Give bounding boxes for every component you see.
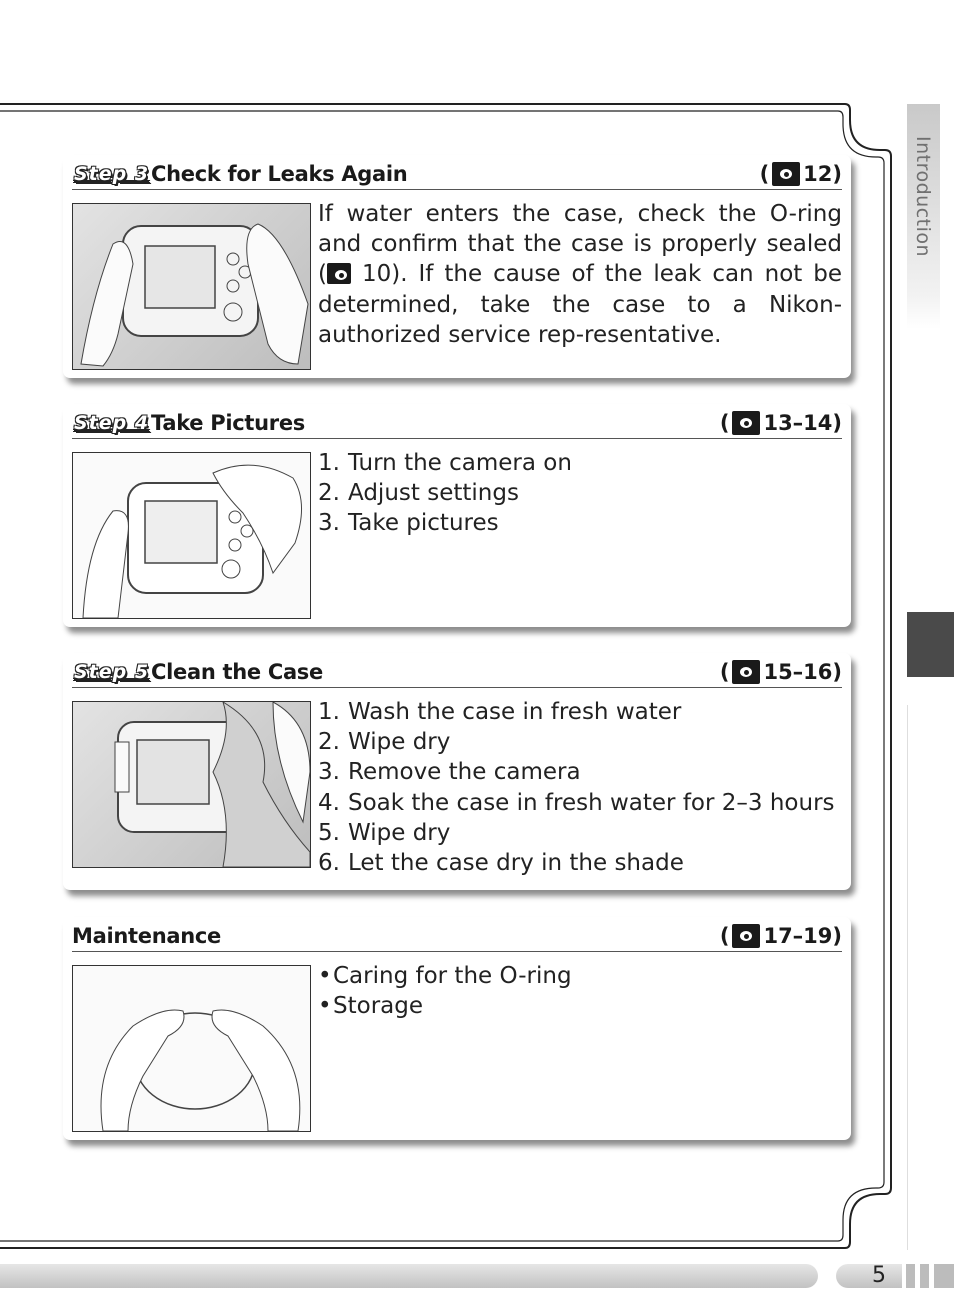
item-number: 4. [318, 789, 340, 816]
paragraph-text-rest: If the cause of the leak can not be determined, take the case to a Nikon-authorized service rep-resentative. [318, 261, 843, 348]
illustration-clean-case [72, 701, 311, 868]
item-text: Let the case dry in the shade [348, 850, 684, 877]
eye-reference-icon [732, 660, 760, 684]
ref-page: 15–16) [763, 660, 842, 684]
item-text: Remove the camera [348, 759, 581, 786]
ref-paren: ( [719, 411, 730, 435]
item-text: Storage [333, 993, 423, 1020]
list-item [318, 727, 842, 757]
item-text: Take pictures [348, 510, 499, 537]
ref-paren: ( [719, 660, 730, 684]
item-number: 1. [318, 450, 340, 476]
item-number: 5. [318, 819, 340, 846]
footer-stripe [934, 1264, 954, 1288]
list-item [318, 478, 842, 508]
step-label: Step 4 [74, 412, 150, 434]
inline-page-reference[interactable]: 10). [361, 261, 408, 288]
bullet: • [318, 993, 332, 1020]
section-header [72, 159, 842, 190]
illustration-o-ring [72, 965, 311, 1132]
section-maintenance [63, 917, 851, 1140]
item-text: Wash the case in fresh water [348, 699, 682, 725]
item-number: 6. [318, 850, 340, 877]
step-label: Step 5 [74, 661, 150, 683]
ref-page: 13–14) [763, 411, 842, 435]
section-title: Take Pictures [151, 411, 305, 435]
list-item [318, 961, 842, 991]
illustration-leak-check [72, 203, 311, 370]
section-body [318, 697, 842, 878]
list-item [318, 757, 842, 787]
step-label: Step 3 [74, 163, 150, 185]
footer-stripe [920, 1264, 929, 1288]
side-tab-label: Introduction [912, 136, 934, 258]
item-text: Turn the camera on [348, 450, 572, 476]
ref-paren: ( [759, 162, 770, 186]
section-header [72, 921, 842, 952]
page-reference[interactable] [720, 411, 842, 435]
item-text: Caring for the O-ring [333, 963, 572, 989]
eye-reference-icon [732, 411, 760, 435]
camera-case-hands-illustration [73, 204, 310, 369]
item-number: 2. [318, 729, 340, 756]
page-number: 5 [872, 1263, 886, 1288]
bullet: • [318, 963, 332, 989]
paragraph-text: If water enters the case, check the O-ring and confirm that the case is properly sealed ( [318, 201, 842, 288]
page-reference[interactable] [720, 924, 842, 948]
page-number-box [836, 1264, 902, 1288]
list-item [318, 788, 842, 818]
camera-case-towel-illustration [73, 702, 310, 867]
section-title: Check for Leaks Again [151, 162, 408, 186]
chapter-marker [907, 612, 954, 677]
illustration-take-pictures [72, 452, 311, 619]
list-item [318, 848, 842, 878]
section-header [72, 657, 842, 688]
list-item [318, 991, 842, 1021]
side-rail [907, 705, 939, 1250]
list-item [318, 508, 842, 538]
ref-page: 12) [803, 162, 842, 186]
o-ring-hands-illustration [73, 966, 310, 1131]
item-text: Wipe dry [348, 729, 451, 756]
list-item [318, 818, 842, 848]
section-body [318, 448, 842, 539]
item-number: 3. [318, 759, 340, 786]
section-body [318, 961, 842, 1021]
section-step-5 [63, 653, 851, 890]
section-header [72, 408, 842, 439]
item-number: 3. [318, 510, 340, 537]
section-paragraph [318, 199, 842, 350]
eye-reference-icon [327, 263, 351, 284]
footer-stripe [906, 1264, 915, 1288]
camera-case-hands-illustration [73, 453, 310, 618]
list-item [318, 448, 842, 478]
section-body [318, 199, 842, 350]
section-title: Clean the Case [151, 660, 323, 684]
item-text: Wipe dry [348, 819, 451, 846]
ref-paren: ( [719, 924, 730, 948]
list-item [318, 697, 842, 727]
item-text: Soak the case in fresh water for 2–3 hours [348, 789, 835, 816]
section-step-3 [63, 155, 851, 378]
page-reference[interactable] [760, 162, 842, 186]
eye-reference-icon [772, 162, 800, 186]
footer-bar [0, 1264, 818, 1288]
section-step-4 [63, 404, 851, 627]
eye-reference-icon [732, 924, 760, 948]
section-title: Maintenance [72, 924, 221, 948]
ref-page: 17–19) [763, 924, 842, 948]
item-number: 2. [318, 480, 340, 507]
page-reference[interactable] [720, 660, 842, 684]
item-text: Adjust settings [348, 480, 519, 507]
item-number: 1. [318, 699, 340, 725]
